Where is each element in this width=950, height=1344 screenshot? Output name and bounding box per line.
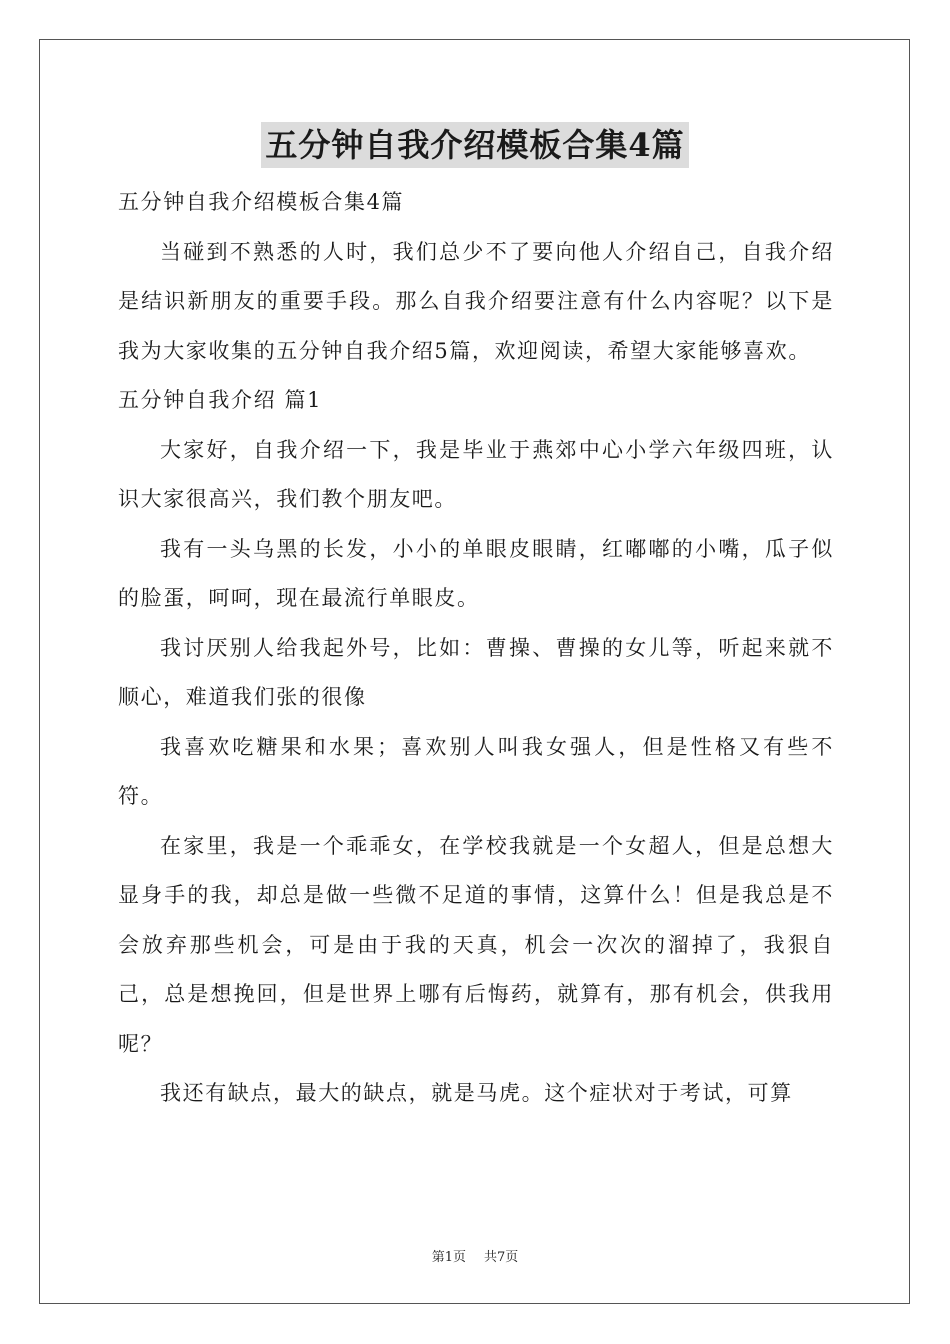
section-heading: 五分钟自我介绍 篇1: [118, 388, 323, 412]
paragraph-0: 五分钟自我介绍模板合集4篇: [118, 190, 405, 214]
paragraph-1: 当碰到不熟悉的人时，我们总少不了要向他人介绍自己，自我介绍是结识新朋友的重要手段。那么自我介绍要注意有什么内容呢？以下是我为大家收集的五分钟自我介绍5篇，欢迎阅读，希望大家能够喜欢。: [118, 239, 834, 363]
document-title: 五分钟自我介绍模板合集4篇: [261, 122, 688, 168]
page-footer: [0, 1246, 950, 1265]
page-number: 第1页: [431, 1250, 466, 1265]
paragraph-7: 在家里，我是一个乖乖女，在学校我就是一个女超人，但是总想大显身手的我，却总是做一些微不足道的事情，这算什么！但是我总是不会放弃那些机会，可是由于我的天真，机会一次次的溜掉了，我狠自己，总是想挽回，但是世界上哪有后悔药，就算有，那有机会，供我用呢？: [118, 833, 834, 1056]
paragraph-5: 我讨厌别人给我起外号，比如：曹操、曹操的女儿等，听起来就不顺心，难道我们张的很像: [118, 635, 834, 709]
title-area: [0, 122, 950, 168]
page-total: 共7页: [484, 1250, 519, 1265]
document-body: [118, 178, 834, 1119]
paragraph-4: 我有一头乌黑的长发，小小的单眼皮眼睛，红嘟嘟的小嘴，瓜子似的脸蛋，呵呵，现在最流行单眼皮。: [118, 536, 834, 610]
paragraph-3: 大家好，自我介绍一下，我是毕业于燕郊中心小学六年级四班，认识大家很高兴，我们教个朋友吧。: [118, 437, 834, 511]
paragraph-6: 我喜欢吃糖果和水果；喜欢别人叫我女强人，但是性格又有些不符。: [118, 734, 834, 808]
paragraph-8: 我还有缺点，最大的缺点，就是马虎。这个症状对于考试，可算: [160, 1081, 793, 1105]
